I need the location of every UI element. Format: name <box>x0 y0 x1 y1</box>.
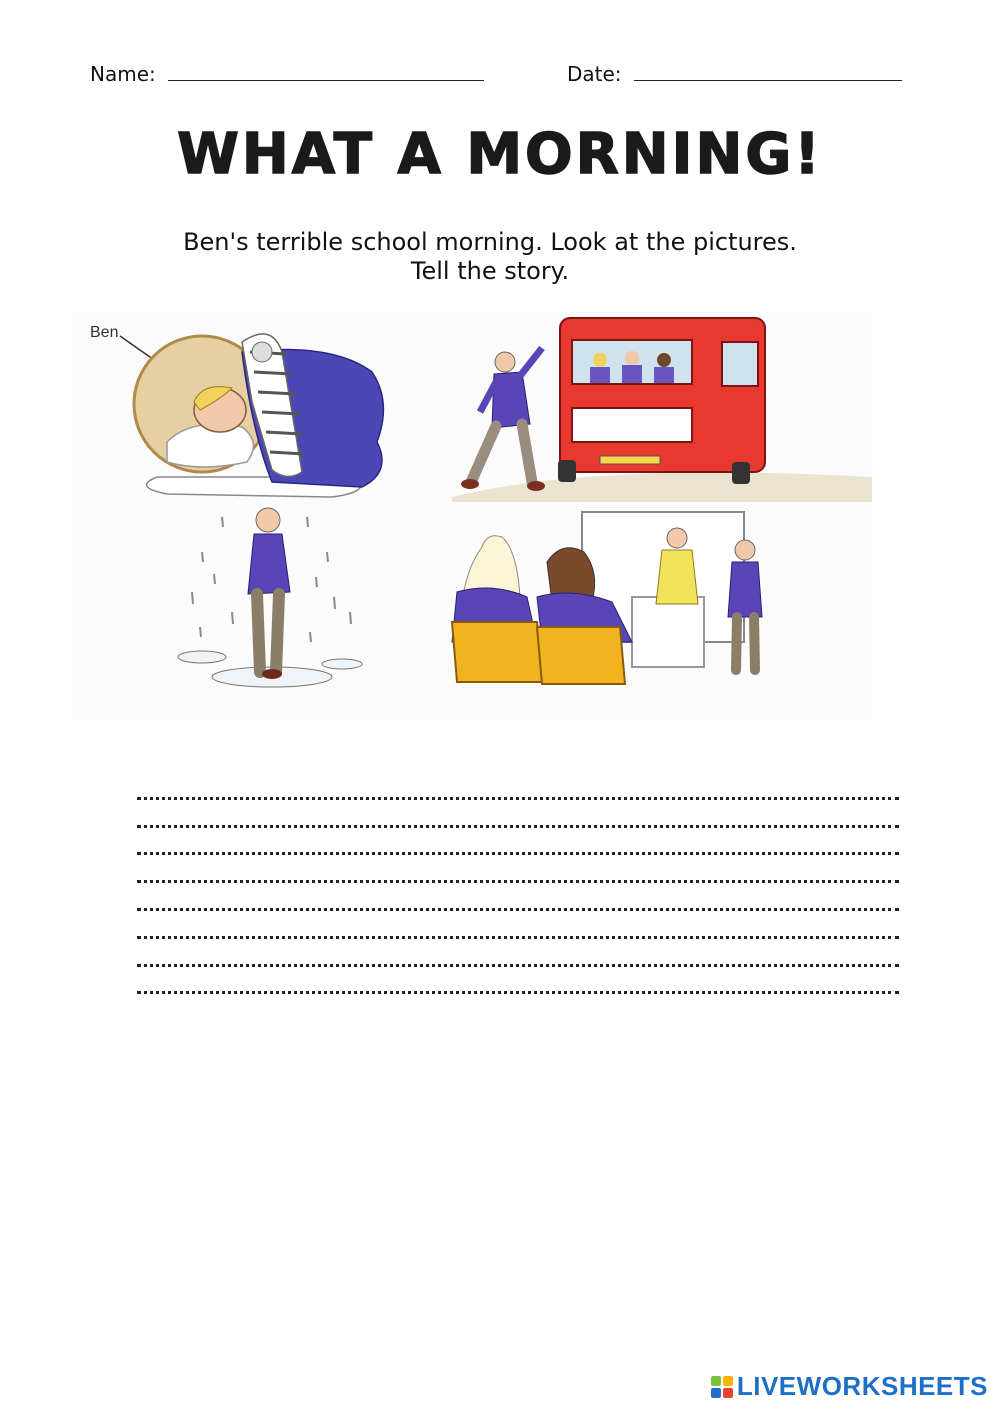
brand-wordmark-b: WORKSHEETS <box>796 1371 988 1401</box>
writing-line[interactable] <box>137 855 899 883</box>
worksheet-title: WHAT A MORNING! <box>177 122 823 187</box>
name-field[interactable] <box>90 62 484 86</box>
brand-wordmark-a: LIVE <box>736 1371 797 1401</box>
story-illustration <box>72 312 872 720</box>
writing-line[interactable] <box>137 800 899 828</box>
panel-classroom <box>452 512 762 684</box>
instructions-line-1: Ben's terrible school morning. Look at the pictures. <box>183 228 797 256</box>
writing-line[interactable] <box>137 883 899 911</box>
logo-square <box>711 1376 721 1386</box>
date-line[interactable] <box>634 79 902 81</box>
date-field[interactable] <box>567 62 902 86</box>
logo-square <box>723 1388 733 1398</box>
panel-missing-bus <box>452 318 872 502</box>
liveworksheets-brand <box>711 1371 988 1402</box>
writing-line[interactable] <box>137 911 899 939</box>
instructions <box>0 228 980 286</box>
panel-rain <box>178 508 362 687</box>
writing-line[interactable] <box>137 828 899 856</box>
writing-area[interactable] <box>137 772 899 994</box>
logo-square <box>723 1376 733 1386</box>
writing-line[interactable] <box>137 772 899 800</box>
ben-label: Ben <box>90 324 119 341</box>
date-label: Date: <box>567 62 622 86</box>
logo-square <box>711 1388 721 1398</box>
writing-line[interactable] <box>137 967 899 995</box>
brand-wordmark <box>737 1371 988 1402</box>
panel-oversleeping <box>90 324 383 497</box>
instructions-line-2: Tell the story. <box>410 257 570 285</box>
story-pictures <box>72 312 872 720</box>
liveworksheets-logo-icon <box>711 1376 733 1398</box>
writing-line[interactable] <box>137 939 899 967</box>
name-line[interactable] <box>168 79 484 81</box>
name-label: Name: <box>90 62 156 86</box>
